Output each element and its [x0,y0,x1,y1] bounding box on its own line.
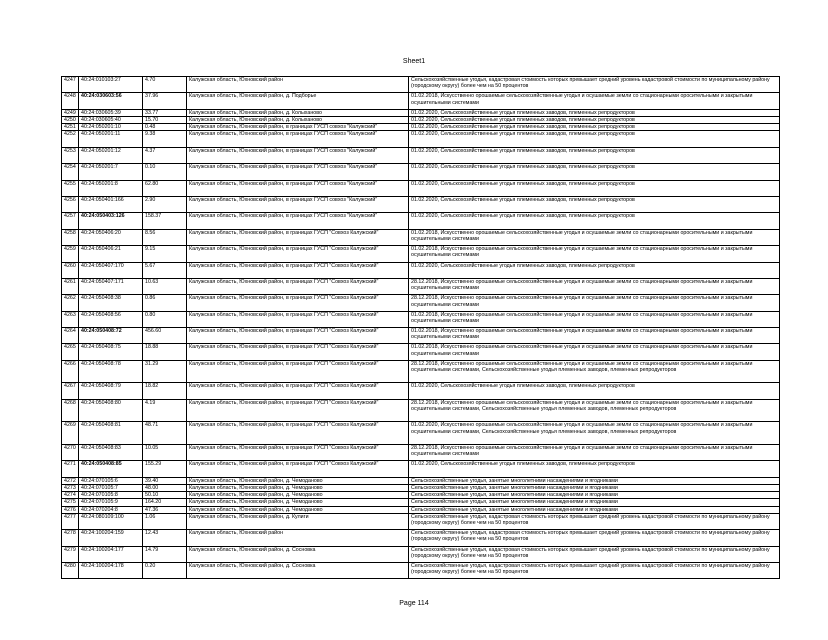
table-row [62,344,780,360]
address: Калужская область, Юхновский район, д. Чемоданово [187,506,409,513]
address: Калужская область, Юхновский район, в границах ГУСП "Совхоз Калужский" [187,229,409,245]
cadastral-number: 40:24:050407:170 [79,262,143,278]
cadastral-number: 40:24:010103:27 [79,77,143,93]
area-value: 10.63 [143,278,187,294]
table-row [62,295,780,311]
cadastral-number: 40:24:050201:8 [79,180,143,196]
table-row [62,262,780,278]
cadastral-number: 40:24:050403:126 [79,213,143,229]
address: Калужская область, Юхновский район, д. Сосновка [187,546,409,562]
area-value: 9.38 [143,131,187,147]
cadastral-number: 40:24:050408:56 [79,311,143,327]
page-number: Page 114 [399,600,429,607]
row-number: 4259 [62,246,79,262]
table-row [62,180,780,196]
cadastral-number: 40:24:070105:7 [79,485,143,492]
land-category: Сельскохозяйственные угодья, занятые многолетними насаждениями и ягодниками [409,506,780,513]
row-number: 4277 [62,513,79,529]
row-number: 4275 [62,499,79,506]
land-category: 01.02.2018, Искусственно орошаемые сельскохозяйственные угодья и осушаемые земли со стационарными оросительными и закрытыми осушительными системами [409,311,780,327]
table-row [62,399,780,422]
area-value: 48.71 [143,422,187,445]
land-category: 01.02.2020, Сельскохозяйственные угодья племенных заводов, племенных репродукторов [409,213,780,229]
cadastral-number: 40:24:050408:83 [79,445,143,461]
address: Калужская область, Юхновский район, в границах ГУСП "Совхоз Калужский" [187,360,409,383]
row-number: 4264 [62,328,79,344]
table-row [62,485,780,492]
address: Калужская область, Юхновский район, в границах ГУСП совхоз "Калужский" [187,124,409,131]
row-number: 4258 [62,229,79,245]
address: Калужская область, Юхновский район, д. Чемоданово [187,499,409,506]
row-number: 4251 [62,124,79,131]
table-row [62,513,780,529]
land-category: 01.02.2020, Сельскохозяйственные угодья племенных заводов, племенных репродукторов [409,147,780,163]
cadastral-number: 40:24:100204:159 [79,530,143,546]
area-value: 5.67 [143,262,187,278]
land-category: 28.12.2018, Искусственно орошаемые сельскохозяйственные угодья и осушаемые земли со стационарными оросительными и закрытыми осушительными системами, Сельскохозяйственные угодья племенных заводов, племенных репродукторов [409,399,780,422]
table-row [62,563,780,579]
table-row [62,360,780,383]
cadastral-number: 40:24:050408:79 [79,383,143,399]
row-number: 4255 [62,180,79,196]
area-value: 50.10 [143,492,187,499]
land-category: 01.02.2020, Сельскохозяйственные угодья племенных заводов, племенных репродукторов [409,109,780,116]
row-number: 4249 [62,109,79,116]
cadastral-number: 40:24:050407:171 [79,278,143,294]
table-row [62,445,780,461]
address: Калужская область, Юхновский район, в границах ГУСП "Совхоз Калужский" [187,344,409,360]
land-category: 01.02.2018, Искусственно орошаемые сельскохозяйственные угодья и осушаемые земли со стационарными оросительными и закрытыми осушительными системами [409,246,780,262]
area-value: 4.19 [143,399,187,422]
row-number: 4260 [62,262,79,278]
cadastral-number: 40:24:050408:80 [79,399,143,422]
address: Калужская область, Юхновский район, в границах ГУСП "Совхоз Калужский" [187,311,409,327]
address: Калужская область, Юхновский район, в границах ГУСП "Совхоз Калужский" [187,399,409,422]
cadastral-number: 40:24:100204:178 [79,563,143,579]
address: Калужская область, Юхновский район [187,77,409,93]
area-value: 0.80 [143,311,187,327]
land-category: 01.02.2020, Искусственно орошаемые сельскохозяйственные угодья и осушаемые земли со стационарными оросительными и закрытыми осушительными системами, Сельскохозяйственные угодья племенных заводов, племенных репродукторов [409,422,780,445]
land-category: 01.02.2018, Искусственно орошаемые сельскохозяйственные угодья и осушаемые земли со стационарными оросительными и закрытыми осушительными системами [409,344,780,360]
table-row [62,131,780,147]
area-value: 31.29 [143,360,187,383]
cadastral-number: 40:24:050406:20 [79,229,143,245]
cadastral-number: 40:24:050406:21 [79,246,143,262]
land-category: 28.12.2018, Искусственно орошаемые сельскохозяйственные угодья и осушаемые земли со стационарными оросительными и закрытыми осушительными системами, Сельскохозяйственные угодья племенных заводов, племенных репродукторов [409,360,780,383]
address: Калужская область, Юхновский район, в границах ГУСП "Совхоз Калужский" [187,328,409,344]
land-category: 01.02.2018, Искусственно орошаемые сельскохозяйственные угодья и осушаемые земли со стационарными оросительными и закрытыми осушительными системами [409,93,780,109]
address: Калужская область, Юхновский район, в границах ГУСП "Совхоз Калужский" [187,246,409,262]
address: Калужская область, Юхновский район, д. Кулиги [187,513,409,529]
cadastral-number: 40:24:070105:6 [79,477,143,484]
land-category: 01.02.2020, Сельскохозяйственные угодья племенных заводов, племенных репродукторов [409,180,780,196]
area-value: 15.70 [143,116,187,123]
row-number: 4247 [62,77,79,93]
table-row [62,109,780,116]
address: Калужская область, Юхновский район, в границах ГУСП "Совхоз Калужский" [187,383,409,399]
cadastral-number: 40:24:070105:8 [79,492,143,499]
land-category: 01.02.2020, Сельскохозяйственные угодья племенных заводов, племенных репродукторов [409,164,780,180]
area-value: 0.86 [143,295,187,311]
address: Калужская область, Юхновский район, д. Колыханово [187,116,409,123]
table-row [62,328,780,344]
row-number: 4256 [62,196,79,212]
table-row [62,278,780,294]
row-number: 4253 [62,147,79,163]
area-value: 10.05 [143,445,187,461]
sheet-title: Sheet1 [402,58,426,65]
land-category: 01.02.2018, Искусственно орошаемые сельскохозяйственные угодья и осушаемые земли со стационарными оросительными и закрытыми осушительными системами [409,328,780,344]
cadastral-number: 40:24:050408:38 [79,295,143,311]
table-row [62,546,780,562]
address: Калужская область, Юхновский район [187,530,409,546]
cadastral-number: 40:24:050408:85 [79,461,143,477]
cadastral-number: 40:24:070105:9 [79,499,143,506]
table-row [62,147,780,163]
table-row [62,499,780,506]
address: Калужская область, Юхновский район, д. Чемоданово [187,492,409,499]
table-row [62,196,780,212]
cadastral-number: 40:24:080109:100 [79,513,143,529]
land-category: 01.02.2020, Сельскохозяйственные угодья племенных заводов, племенных репродукторов [409,262,780,278]
address: Калужская область, Юхновский район, д. Сосновка [187,563,409,579]
address: Калужская область, Юхновский район, в границах ГУСП совхоз "Калужский" [187,164,409,180]
address: Калужская область, Юхновский район, д. Чемоданово [187,477,409,484]
land-category: 01.02.2020, Сельскохозяйственные угодья племенных заводов, племенных репродукторов [409,461,780,477]
address: Калужская область, Юхновский район, в границах ГУСП совхоз "Калужский" [187,180,409,196]
land-category: Сельскохозяйственные угодья, занятые многолетними насаждениями и ягодниками [409,492,780,499]
row-number: 4267 [62,383,79,399]
land-category: 28.12.2018, Искусственно орошаемые сельскохозяйственные угодья и осушаемые земли со стационарными оросительными и закрытыми осушительными системами [409,278,780,294]
land-category: 28.12.2018, Искусственно орошаемые сельскохозяйственные угодья и осушаемые земли со стационарными оросительными и закрытыми осушительными системами [409,445,780,461]
address: Калужская область, Юхновский район, д. Подборье [187,93,409,109]
address: Калужская область, Юхновский район, в границах ГУСП совхоз "Калужский" [187,213,409,229]
cadastral-number: 40:24:050408:75 [79,344,143,360]
row-number: 4278 [62,530,79,546]
land-category: 01.02.2020, Сельскохозяйственные угодья племенных заводов, племенных репродукторов [409,124,780,131]
area-value: 0.10 [143,164,187,180]
row-number: 4266 [62,360,79,383]
area-value: 2.90 [143,196,187,212]
area-value: 14.79 [143,546,187,562]
address: Калужская область, Юхновский район, в границах ГУСП совхоз "Калужский" [187,131,409,147]
table-body [62,77,780,579]
cadastral-number: 40:24:050201:11 [79,131,143,147]
table-row [62,116,780,123]
row-number: 4248 [62,93,79,109]
land-category: 01.02.2020, Сельскохозяйственные угодья племенных заводов, племенных репродукторов [409,116,780,123]
area-value: 62.80 [143,180,187,196]
table-row [62,477,780,484]
row-number: 4250 [62,116,79,123]
area-value: 18.88 [143,344,187,360]
table-row [62,213,780,229]
area-value: 39.40 [143,477,187,484]
row-number: 4274 [62,492,79,499]
row-number: 4257 [62,213,79,229]
row-number: 4254 [62,164,79,180]
cadastral-number: 40:24:030603:56 [79,93,143,109]
area-value: 4.37 [143,147,187,163]
area-value: 47.36 [143,506,187,513]
row-number: 4268 [62,399,79,422]
table-row [62,77,780,93]
table-row [62,492,780,499]
area-value: 8.56 [143,229,187,245]
cadastral-number: 40:24:050201:12 [79,147,143,163]
cadastral-number: 40:24:050408:81 [79,422,143,445]
address: Калужская область, Юхновский район, д. Чемоданово [187,485,409,492]
land-category: Сельскохозяйственные угодья, кадастровая стоимость которых превышает средний уровень кадастровой стоимости по муниципальному району (городскому округу) более чем на 50 процентов [409,530,780,546]
cadastral-number: 40:24:050408:72 [79,328,143,344]
address: Калужская область, Юхновский район, в границах ГУСП "Совхоз Калужский" [187,262,409,278]
row-number: 4261 [62,278,79,294]
cadastral-number: 40:24:050408:78 [79,360,143,383]
row-number: 4273 [62,485,79,492]
area-value: 158.37 [143,213,187,229]
land-category: 01.02.2020, Сельскохозяйственные угодья племенных заводов, племенных репродукторов [409,131,780,147]
area-value: 164.20 [143,499,187,506]
address: Калужская область, Юхновский район, в границах ГУСП "Совхоз Калужский" [187,295,409,311]
address: Калужская область, Юхновский район, д. Колыханово [187,109,409,116]
table-row [62,461,780,477]
table-row [62,383,780,399]
row-number: 4276 [62,506,79,513]
area-value: 37.96 [143,93,187,109]
row-number: 4269 [62,422,79,445]
area-value: 33.77 [143,109,187,116]
row-number: 4252 [62,131,79,147]
address: Калужская область, Юхновский район, в границах ГУСП "Совхоз Калужский" [187,278,409,294]
land-category: Сельскохозяйственные угодья, занятые многолетними насаждениями и ягодниками [409,477,780,484]
area-value: 1.06 [143,513,187,529]
land-category: Сельскохозяйственные угодья, кадастровая стоимость которых превышает средний уровень кадастровой стоимости по муниципальному району (городскому округу) более чем на 50 процентов [409,513,780,529]
area-value: 4.70 [143,77,187,93]
cadastral-number: 40:24:030605:39 [79,109,143,116]
cadastral-number: 40:24:050401:166 [79,196,143,212]
land-category: Сельскохозяйственные угодья, кадастровая стоимость которых превышает средний уровень кадастровой стоимости по муниципальному району (городскому округу) более чем на 50 процентов [409,546,780,562]
table-row [62,124,780,131]
table-row [62,164,780,180]
land-category: Сельскохозяйственные угодья, занятые многолетними насаждениями и ягодниками [409,485,780,492]
row-number: 4263 [62,311,79,327]
area-value: 9.15 [143,246,187,262]
table-row [62,530,780,546]
address: Калужская область, Юхновский район, в границах ГУСП "Совхоз Калужский" [187,461,409,477]
row-number: 4265 [62,344,79,360]
table-row [62,506,780,513]
area-value: 0.48 [143,124,187,131]
table-row [62,229,780,245]
land-category: 28.12.2018, Искусственно орошаемые сельскохозяйственные угодья и осушаемые земли со стационарными оросительными и закрытыми осушительными системами [409,295,780,311]
address: Калужская область, Юхновский район, в границах ГУСП совхоз "Калужский" [187,147,409,163]
row-number: 4272 [62,477,79,484]
address: Калужская область, Юхновский район, в границах ГУСП "Совхоз Калужский" [187,422,409,445]
area-value: 456.60 [143,328,187,344]
row-number: 4271 [62,461,79,477]
land-category: Сельскохозяйственные угодья, кадастровая стоимость которых превышает средний уровень кадастровой стоимости по муниципальному району (городскому округу) более чем на 50 процентов [409,77,780,93]
row-number: 4279 [62,546,79,562]
cadastral-number: 40:24:050201:7 [79,164,143,180]
land-category: 01.02.2018, Искусственно орошаемые сельскохозяйственные угодья и осушаемые земли со стационарными оросительными и закрытыми осушительными системами [409,229,780,245]
land-category: 01.02.2020, Сельскохозяйственные угодья племенных заводов, племенных репродукторов [409,196,780,212]
land-category: 01.02.2020, Сельскохозяйственные угодья племенных заводов, племенных репродукторов [409,383,780,399]
address: Калужская область, Юхновский район, в границах ГУСП совхоз "Калужский" [187,196,409,212]
table-row [62,311,780,327]
row-number: 4280 [62,563,79,579]
table-row [62,93,780,109]
cadastral-number: 40:24:050201:10 [79,124,143,131]
table-row [62,246,780,262]
area-value: 155.29 [143,461,187,477]
cadastral-number: 40:24:100204:177 [79,546,143,562]
area-value: 0.20 [143,563,187,579]
row-number: 4262 [62,295,79,311]
area-value: 12.43 [143,530,187,546]
land-category: Сельскохозяйственные угодья, занятые многолетними насаждениями и ягодниками [409,499,780,506]
row-number: 4270 [62,445,79,461]
land-category: Сельскохозяйственные угодья, кадастровая стоимость которых превышает средний уровень кадастровой стоимости по муниципальному району (городскому округу) более чем на 50 процентов [409,563,780,579]
data-table [61,76,780,579]
area-value: 48.00 [143,485,187,492]
address: Калужская область, Юхновский район, в границах ГУСП "Совхоз Калужский" [187,445,409,461]
cadastral-number: 40:24:070204:8 [79,506,143,513]
area-value: 18.82 [143,383,187,399]
table-row [62,422,780,445]
cadastral-number: 40:24:030605:40 [79,116,143,123]
